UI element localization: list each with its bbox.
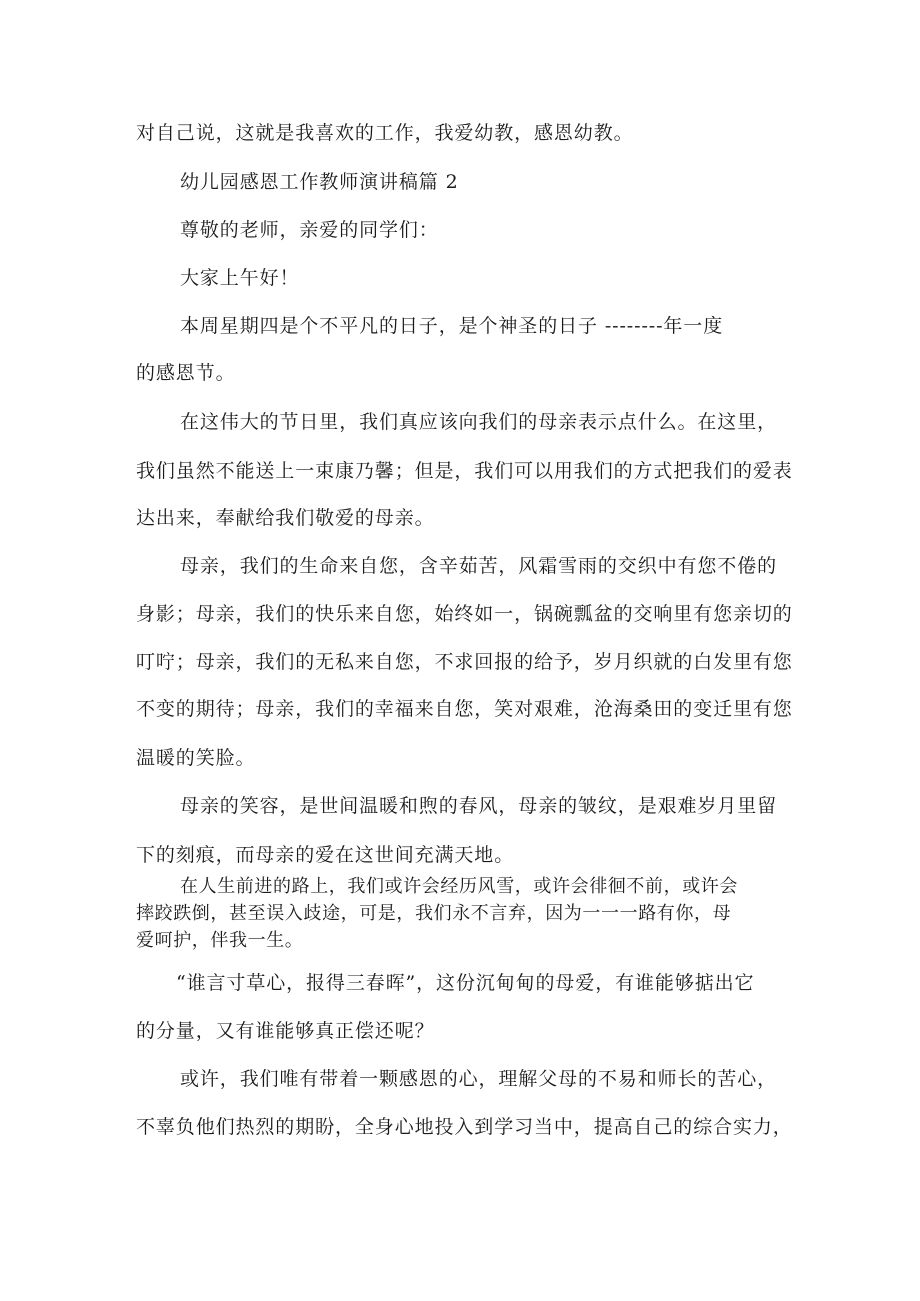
text-line: 不变的期待；母亲，我们的幸福来自您，笑对艰难，沧海桑田的变迁里有您 [136,698,793,720]
text-line: 我们虽然不能送上一束康乃馨；但是，我们可以用我们的方式把我们的爱表 [136,460,793,482]
text-line: 母亲，我们的生命来自您，含辛茹苦，风霜雪雨的交织中有您不倦的 [180,555,778,577]
text-line: 达出来，奉献给我们敬爱的母亲。 [136,507,435,529]
text-line: “谁言寸草心，报得三春晖”，这份沉甸甸的母爱，有谁能够掂出它 [176,972,755,994]
salutation: 尊敬的老师，亲爱的同学们： [180,219,439,241]
text-line: 本周星期四是个不平凡的日子，是个神圣的日子 --------年一度 [180,315,724,337]
text-line: 叮咛；母亲，我们的无私来自您，不求回报的给予，岁月织就的白发里有您 [136,651,793,673]
text-line: 母亲的笑容，是世间温暖和煦的春风，母亲的皱纹，是艰难岁月里留 [180,795,778,817]
text-line: 的分量，又有谁能够真正偿还呢？ [136,1020,435,1042]
text-line: 或许，我们唯有带着一颗感恩的心，理解父母的不易和师长的苦心， [180,1068,778,1090]
section-heading: 幼儿园感恩工作教师演讲稿篇 2 [180,171,459,193]
text-line: 身影；母亲，我们的快乐来自您，始终如一，锅碗瓢盆的交响里有您亲切的 [136,603,793,625]
text-line: 的感恩节。 [136,362,236,384]
text-line: 摔跤跌倒，甚至误入歧途，可是，我们永不言弃，因为一一一路有你，母 [136,903,732,924]
text-line: 对自己说，这就是我喜欢的工作，我爱幼教，感恩幼教。 [136,122,634,144]
text-line: 爱呵护，伴我一生。 [136,930,304,951]
text-line: 在这伟大的节日里，我们真应该向我们的母亲表示点什么。在这里， [180,411,778,433]
text-line: 不辜负他们热烈的期盼，全身心地投入到学习当中，提高自己的综合实力， [136,1116,793,1138]
greeting: 大家上午好！ [180,267,300,289]
text-line: 下的刻痕，而母亲的爱在这世间充满天地。 [136,844,515,866]
text-line: 在人生前进的路上，我们或许会经历风雪，或许会徘徊不前，或许会 [180,876,738,897]
text-line: 温暖的笑脸。 [136,747,256,769]
